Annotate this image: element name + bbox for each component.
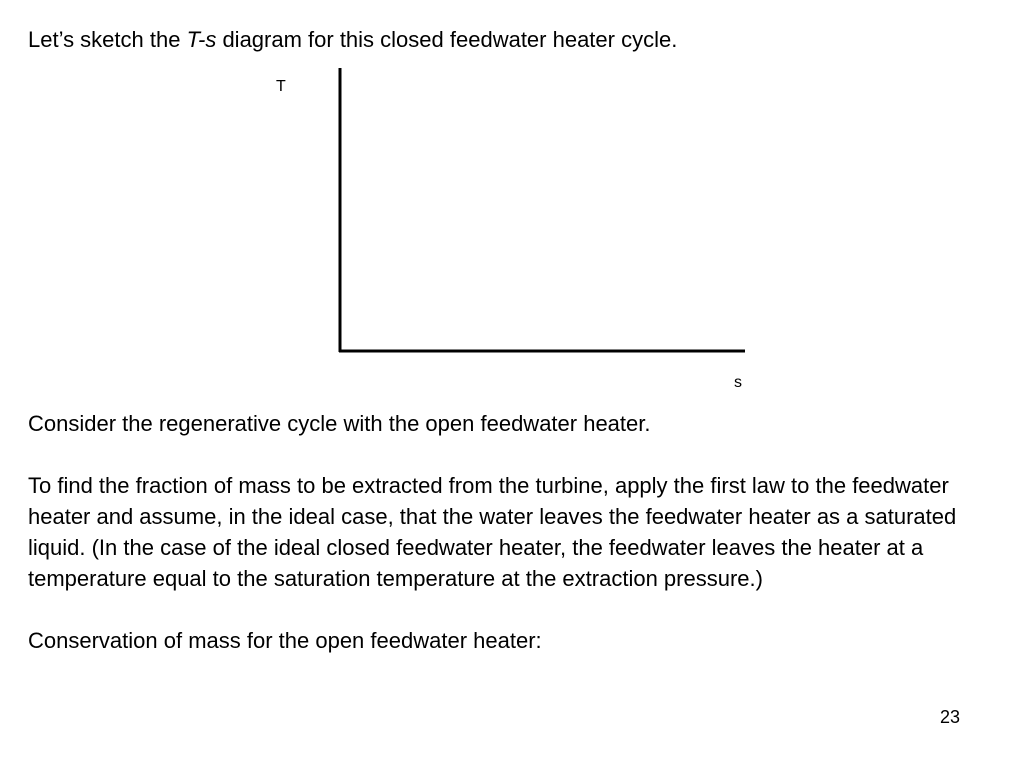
slide-body-text — [28, 408, 998, 656]
open-heater-paragraph: Consider the regenerative cycle with the open feedwater heater. — [28, 411, 651, 436]
extraction-paragraph: To find the fraction of mass to be extracted from the turbine, apply the first law to the feedwater heater and assume, in the ideal case, that the water leaves the feedwater heater as a saturated liquid. (In the case of the ideal closed feedwater heater, the feedwater leaves the heater at a temperature equal to the saturation temperature at the extraction pressure.) — [28, 473, 957, 591]
conservation-paragraph: Conservation of mass for the open feedwater heater: — [28, 628, 542, 653]
page-number: 23 — [940, 707, 961, 727]
entropy-axis-label: s — [734, 374, 742, 391]
temperature-axis-label: T — [276, 78, 286, 95]
heading-text-start: Let’s sketch the — [28, 27, 187, 52]
heading-text-end: diagram for this closed feedwater heater cycle. — [216, 27, 678, 52]
heading-ts-emphasis: T-s — [186, 27, 217, 52]
